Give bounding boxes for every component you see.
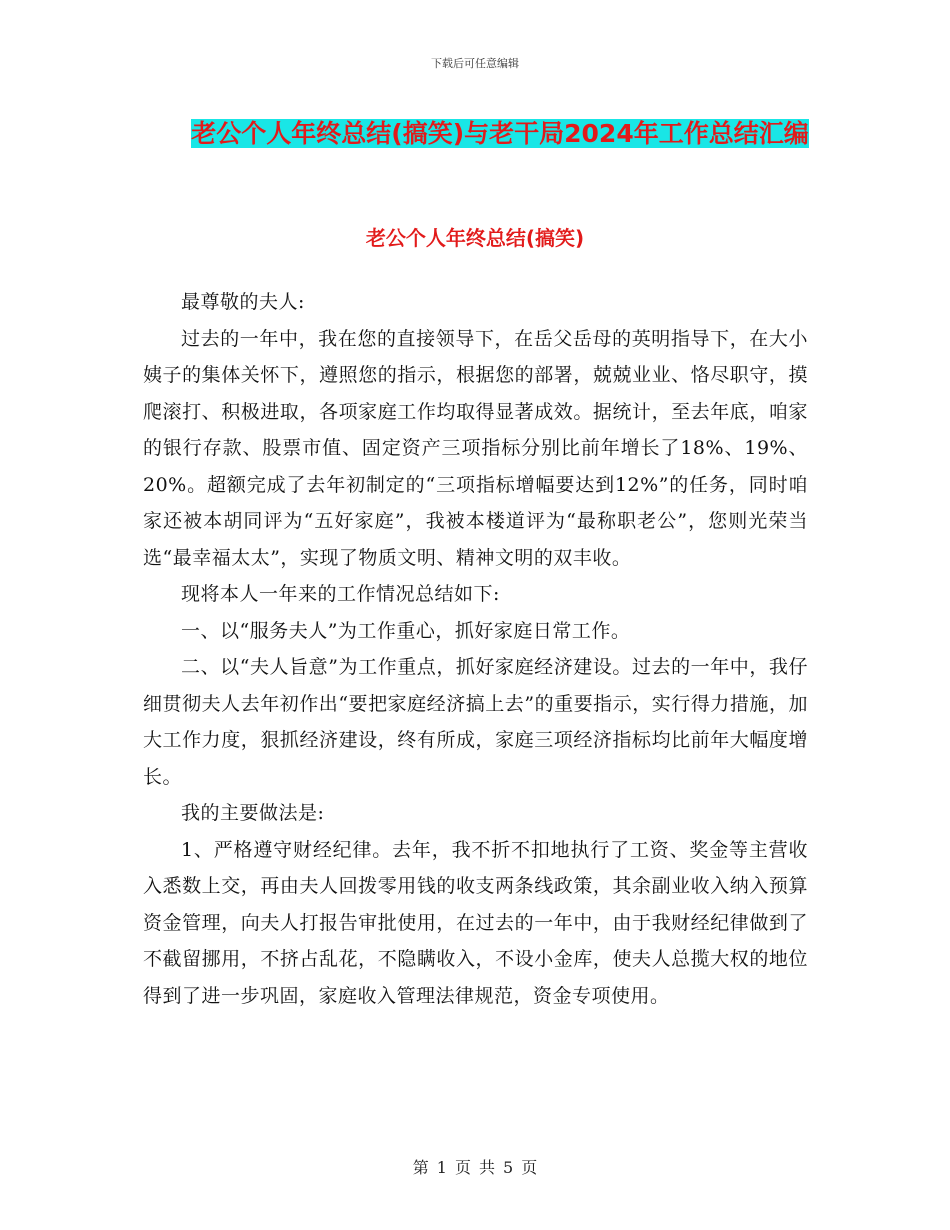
section-title: 老公个人年终总结(搞笑) [365, 226, 585, 250]
footer-label-page: 第 [412, 1158, 429, 1177]
document-title-text: 老公个人年终总结(搞笑)与老干局2024年工作总结汇编 [191, 119, 809, 148]
document-body [143, 284, 808, 1014]
paragraph-salutation: 最尊敬的夫人: [181, 291, 305, 313]
paragraph: 现将本人一年来的工作情况总结如下: [181, 583, 500, 605]
header-note: 下载后可任意编辑 [431, 57, 519, 70]
footer-total-pages: 5 [503, 1158, 514, 1177]
paragraph: 1、严格遵守财经纪律。去年，我不折不扣地执行了工资、奖金等主营收入悉数上交，再由夫人回拨零用钱的收支两条线政策，其余副业收入纳入预算资金管理，向夫人打报告审批使用，在过去的一年中，由于我财经纪律做到了不截留挪用，不挤占乱花，不隐瞒收入，不设小金库，使夫人总揽大权的地位得到了进一步巩固，家庭收入管理法律规范，资金专项使用。 [143, 838, 808, 1007]
paragraph: 二、以“夫人旨意”为工作重点，抓好家庭经济建设。过去的一年中，我仔细贯彻夫人去年初作出“要把家庭经济搞上去”的重要指示，实行得力措施，加大工作力度，狠抓经济建设，终有所成，家庭三项经济指标均比前年大幅度增长。 [143, 656, 808, 788]
footer-current-page: 1 [436, 1158, 447, 1177]
page-footer [0, 1155, 950, 1178]
document-title [150, 112, 850, 156]
paragraph: 我的主要做法是: [181, 802, 325, 824]
footer-label-total: 共 [479, 1158, 496, 1177]
footer-label-unit2: 页 [521, 1158, 538, 1177]
footer-label-unit: 页 [454, 1158, 471, 1177]
paragraph: 过去的一年中，我在您的直接领导下，在岳父岳母的英明指导下，在大小姨子的集体关怀下，遵照您的指示，根据您的部署，兢兢业业、恪尽职守，摸爬滚打、积极进取，各项家庭工作均取得显著成效。据统计，至去年底，咱家的银行存款、股票市值、固定资产三项指标分别比前年增长了18%、19%、20%。超额完成了去年初制定的“三项指标增幅要达到12%”的任务，同时咱家还被本胡同评为“五好家庭”，我被本楼道评为“最称职老公”，您则光荣当选“最幸福太太”，实现了物质文明、精神文明的双丰收。 [143, 327, 808, 569]
paragraph: 一、以“服务夫人”为工作重心，抓好家庭日常工作。 [181, 619, 631, 642]
